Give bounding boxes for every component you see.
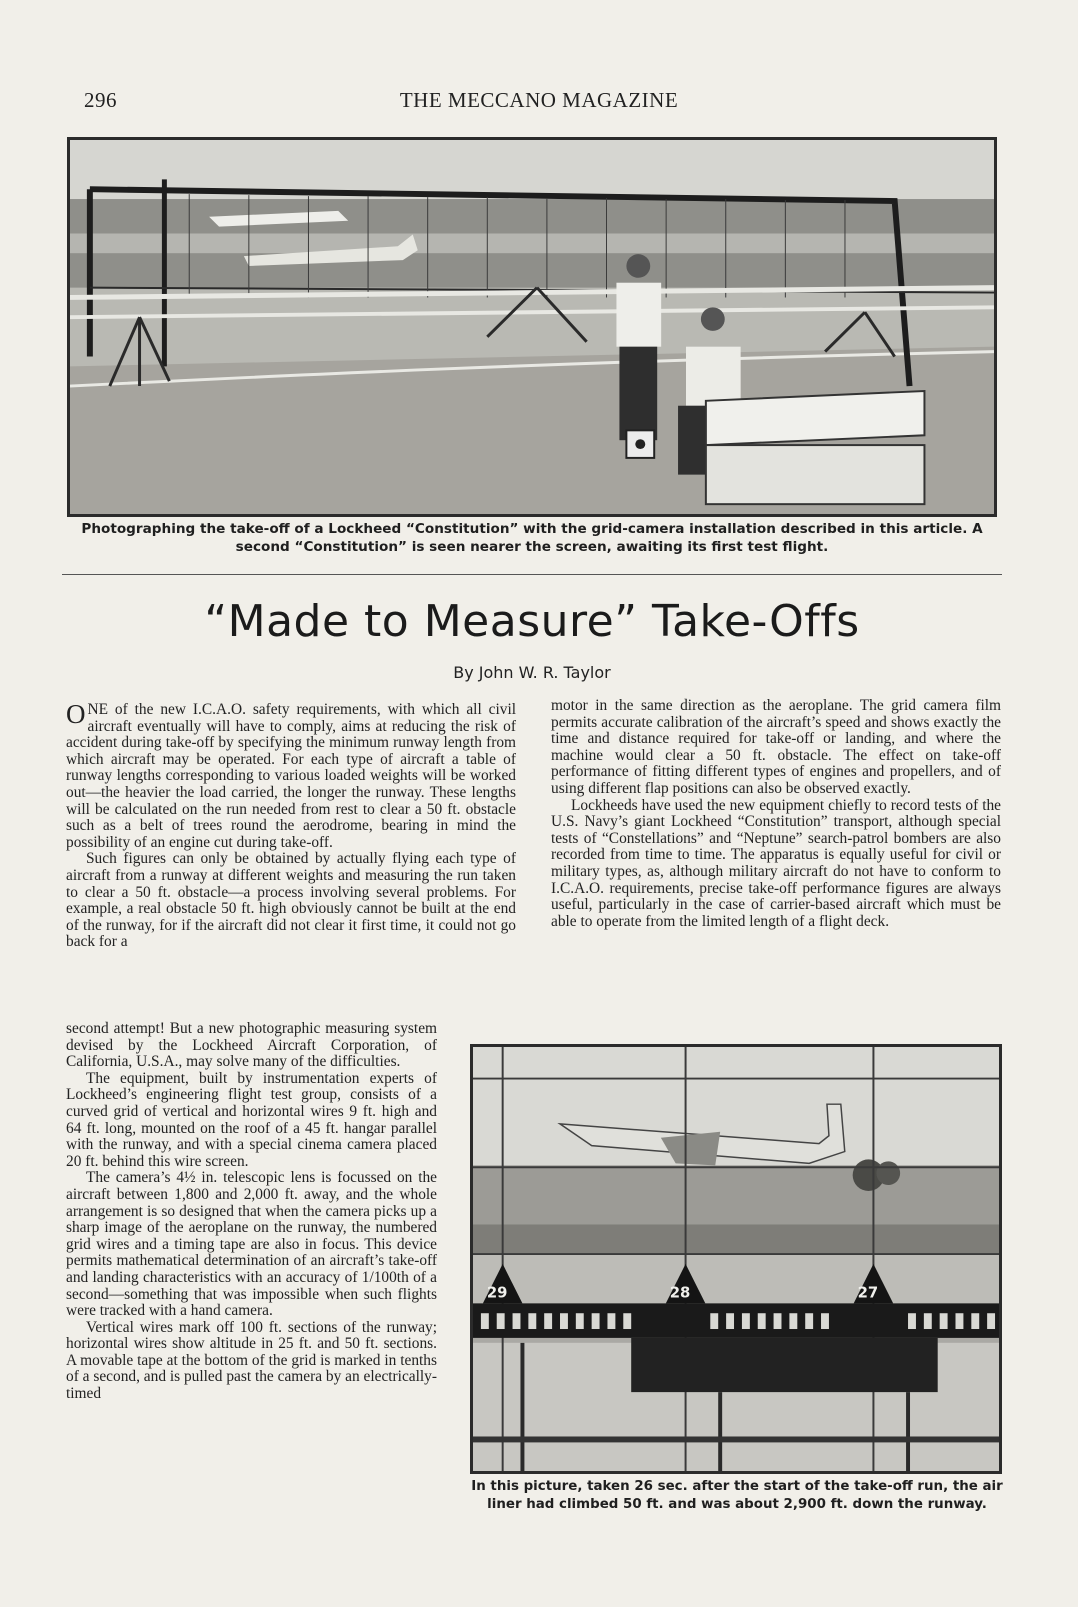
photo-takeoff-grid-view [473, 1047, 999, 1471]
paragraph-2: Such figures can only be obtained by actually flying each type of aircraft from a runway at different weights and measuring the run taken to clear a 50 ft. obstacle—a process involving several problems. For example, a real obstacle 50 ft. high obviously cannot be built at the end of the runway, for if the aircraft did not clear it first time, it could not go back for a [66, 850, 516, 951]
page-number: 296 [84, 88, 117, 112]
article-column-right [551, 698, 1001, 930]
article-byline: By John W. R. Taylor [453, 663, 611, 682]
paragraph-6: Lockheeds have used the new equipment chiefly to record tests of the U.S. Navy’s giant Lockheed “Constitution” transport, although special tests of “Constellations” and “Neptune” search-patrol bombers are also recorded from time to time. The apparatus is equally useful for civil or military types, as, although military aircraft do not have to conform to I.C.A.O. requirements, precise take-off performance figures are always useful, particularly in the case of carrier-based aircraft which must be able to operate from the limited length of a flight deck. [551, 796, 1001, 930]
magazine-title: THE MECCANO MAGAZINE [399, 88, 679, 112]
article-column-left-narrow [66, 1021, 437, 1403]
caption-top-photo: Photographing the take-off of a Lockheed “Constitution” with the grid-camera installation described in this article. A second “Constitution” is seen nearer the screen, awaiting its first test flight. [81, 521, 983, 555]
grid-marker-29: 29 [486, 1284, 508, 1302]
page-header [84, 88, 994, 118]
paragraph-1: ONE of the new I.C.A.O. safety requirements, with which all civil aircraft eventually will have to comply, aims at reducing the risk of accident during take-off by specifying the minimum runway length from which aircraft may be operated. For each type of aircraft a table of runway lengths corresponding to various loaded weights will be worked out—the heavier the load carried, the longer the runway. These lengths will be calculated on the run needed from rest to clear a 50 ft. obstacle such as a belt of trees round the aerodrome, bearing in mind the possibility of an engine cut during take-off. [66, 699, 516, 851]
article-column-left [66, 699, 516, 951]
photo-grid-camera-installation [67, 137, 997, 517]
paragraph-4: The camera’s 4½ in. telescopic lens is focussed on the aircraft between 1,800 and 2,000 ft. away, and the whole arrangement is so designed that when the camera picks up a sharp image of the aeroplane on the runway, the numbered grid wires and a timing tape are also in focus. This device permits mathematical determination of an aircraft’s take-off and landing characteristics with an accuracy of 1/100th of a second—something that was impossible when such flights were tracked with a hand camera. [66, 1169, 437, 1320]
photo-rooftop-scene [70, 140, 994, 514]
drop-cap: O [66, 699, 86, 729]
grid-marker-28: 28 [669, 1284, 691, 1302]
divider-rule [62, 574, 1002, 575]
paragraph-5: Vertical wires mark off 100 ft. sections of the runway; horizontal wires show altitude in 25 ft. and 50 ft. sections. A movable tape at the bottom of the grid is marked in tenths of a second, and is pulled past the camera by an electrically-timed [66, 1318, 437, 1403]
caption-bottom-photo: In this picture, taken 26 sec. after the start of the take-off run, the air liner had climbed 50 ft. and was about 2,900 ft. down the runway. [471, 1479, 1003, 1512]
article-title: “Made to Measure” Take-Offs [204, 596, 860, 647]
paragraph-2-continued: second attempt! But a new photographic measuring system devised by the Lockheed Aircraft Corporation, of California, U.S.A., may solve many of the difficulties. [66, 1020, 437, 1071]
photo-aircraft-through-grid [470, 1044, 1002, 1474]
paragraph-5-continued: motor in the same direction as the aeroplane. The grid camera film permits accurate calibration of the aircraft’s speed and shows exactly the time and distance required for take-off or landing, and where the machine would clear a 50 ft. obstacle. The effect on take-off performance of fitting different types of engines and propellers, and of using different flap positions can also be observed exactly. [551, 697, 1001, 797]
grid-marker-27: 27 [857, 1284, 879, 1302]
paragraph-3: The equipment, built by instrumentation experts of Lockheed’s engineering flight test group, consists of a curved grid of vertical and horizontal wires 9 ft. high and 64 ft. long, mounted on the roof of a 45 ft. hangar parallel with the runway, and with a special cinema camera placed 20 ft. behind this wire screen. [66, 1069, 437, 1170]
